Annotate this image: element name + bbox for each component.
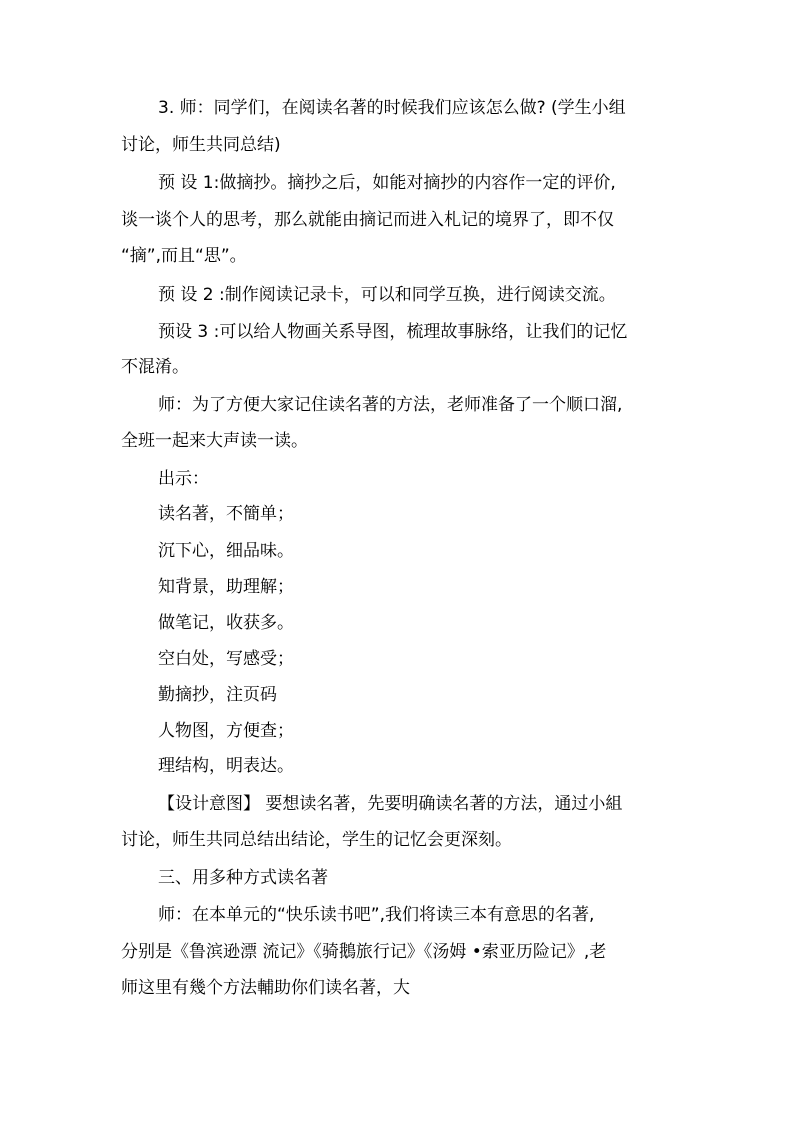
list-item: 勤摘抄，注页码 (158, 685, 277, 705)
list-item: 理结构，明表达。 (158, 756, 294, 776)
list-item: 做笔记，收获多。 (158, 613, 294, 633)
section-heading: 三、用多种方式读名著 (158, 868, 328, 888)
paragraph-line: 预 设 2 :制作阅读记录卡，可以和同学互换，进行阅读交流。 (158, 285, 616, 305)
paragraph-line: 分别是《鲁滨逊漂 流记》《骑鵝旅行记》《汤姆 •索亚历险记》,老 (121, 942, 607, 962)
list-item: 空白处，写感受； (158, 649, 294, 669)
paragraph-line: 讨论，师生共同总结出结论，学生的记忆会更深刻。 (121, 830, 512, 850)
list-item: 人物图，方便查； (158, 721, 294, 741)
paragraph-line: “摘”,而且“思”。 (121, 246, 247, 266)
paragraph-line: 讨论，师生共同总结) (121, 135, 281, 155)
paragraph-line: 全班一起来大声读一读。 (121, 431, 308, 451)
paragraph-line: 【设计意图】 要想读名著，先要明确读名著的方法，通过小組 (158, 794, 623, 814)
paragraph-line: 不混淆。 (121, 357, 189, 377)
paragraph-line: 谈一谈个人的思考，那么就能由摘记而进入札记的境界了，即不仅 (121, 210, 614, 230)
list-item: 知背景，助理解； (158, 577, 294, 597)
paragraph-line: 预 设 1:做摘抄。摘抄之后，如能对摘抄的内容作一定的评价, (158, 173, 616, 193)
list-heading: 出示： (158, 469, 209, 489)
list-item: 沉下心，细品味。 (158, 541, 294, 561)
paragraph-line: 师：在本单元的“快乐读书吧”,我们将读三本有意思的名著, (158, 905, 595, 925)
paragraph-line: 3. 师：同学们，在阅读名著的时候我们应该怎么做? (学生小组 (158, 98, 626, 118)
paragraph-line: 师这里有幾个方法輔助你们读名著，大 (121, 978, 410, 998)
paragraph-line: 师：为了方便大家记住读名著的方法，老师准备了一个顺口溜, (158, 395, 623, 415)
paragraph-line: 预设 3 :可以给人物画关系导图，梳理故事脉络，让我们的记忆 (158, 322, 628, 342)
list-item: 读名著，不簡单； (158, 504, 294, 524)
